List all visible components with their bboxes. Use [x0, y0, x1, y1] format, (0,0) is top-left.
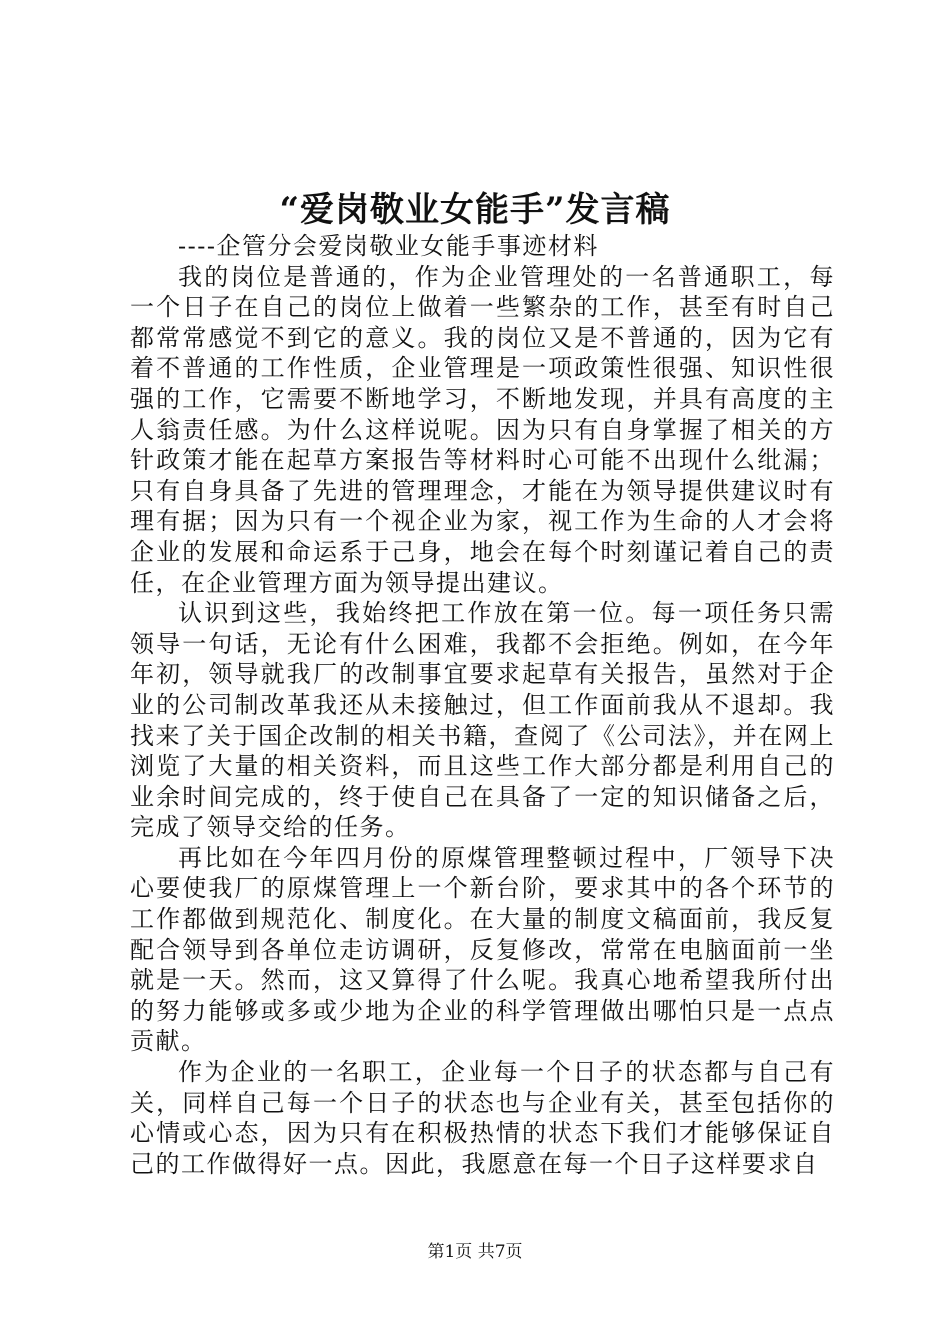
paragraph-2: 认识到这些，我始终把工作放在第一位。每一项任务只需领导一句话，无论有什么困难，我都不会拒绝。例如，在今年年初，领导就我厂的改制事宜要求起草有关报告，虽然对于企业的公司制改革我还从未接触过，但工作面前我从不退却。我找来了关于国企改制的相关书籍，查阅了《公司法》，并在网上浏览了大量的相关资料，而且这些工作大部分都是利用自己的业余时间完成的，终于使自己在具备了一定的知识储备之后，完成了领导交给的任务。: [130, 599, 835, 842]
document-title: “爱岗敬业女能手”发言稿: [279, 190, 671, 230]
page-number-footer: 第1页 共7页: [427, 1242, 523, 1262]
document-subtitle: ----企管分会爱岗敬业女能手事迹材料: [178, 232, 599, 260]
paragraph-3: 再比如在今年四月份的原煤管理整顿过程中，厂领导下决心要使我厂的原煤管理上一个新台阶，要求其中的各个环节的工作都做到规范化、制度化。在大量的制度文稿面前，我反复配合领导到各单位走访调研，反复修改，常常在电脑面前一坐就是一天。然而，这又算得了什么呢。我真心地希望我所付出的努力能够或多或少地为企业的科学管理做出哪怕只是一点点贡献。: [130, 843, 835, 1056]
paragraph-1: 我的岗位是普通的，作为企业管理处的一名普通职工，每一个日子在自己的岗位上做着一些繁杂的工作，甚至有时自己都常常感觉不到它的意义。我的岗位又是不普通的，因为它有着不普通的工作性质，企业管理是一项政策性很强、知识性很强的工作，它需要不断地学习，不断地发现，并具有高度的主人翁责任感。为什么这样说呢。因为只有自身掌握了相关的方针政策才能在起草方案报告等材料时心可能不出现什么纰漏；只有自身具备了先进的管理理念，才能在为领导提供建议时有理有据；因为只有一个视企业为家，视工作为生命的人才会将企业的发展和命运系于己身，地会在每个时刻谨记着自己的责任，在企业管理方面为领导提出建议。: [130, 262, 835, 597]
document-body: [130, 231, 835, 1179]
paragraph-4: 作为企业的一名职工，企业每一个日子的状态都与自己有关，同样自己每一个日子的状态也与企业有关，甚至包括你的心情或心态，因为只有在积极热情的状态下我们才能够保证自己的工作做得好一点。因此，我愿意在每一个日子这样要求自: [130, 1058, 835, 1178]
